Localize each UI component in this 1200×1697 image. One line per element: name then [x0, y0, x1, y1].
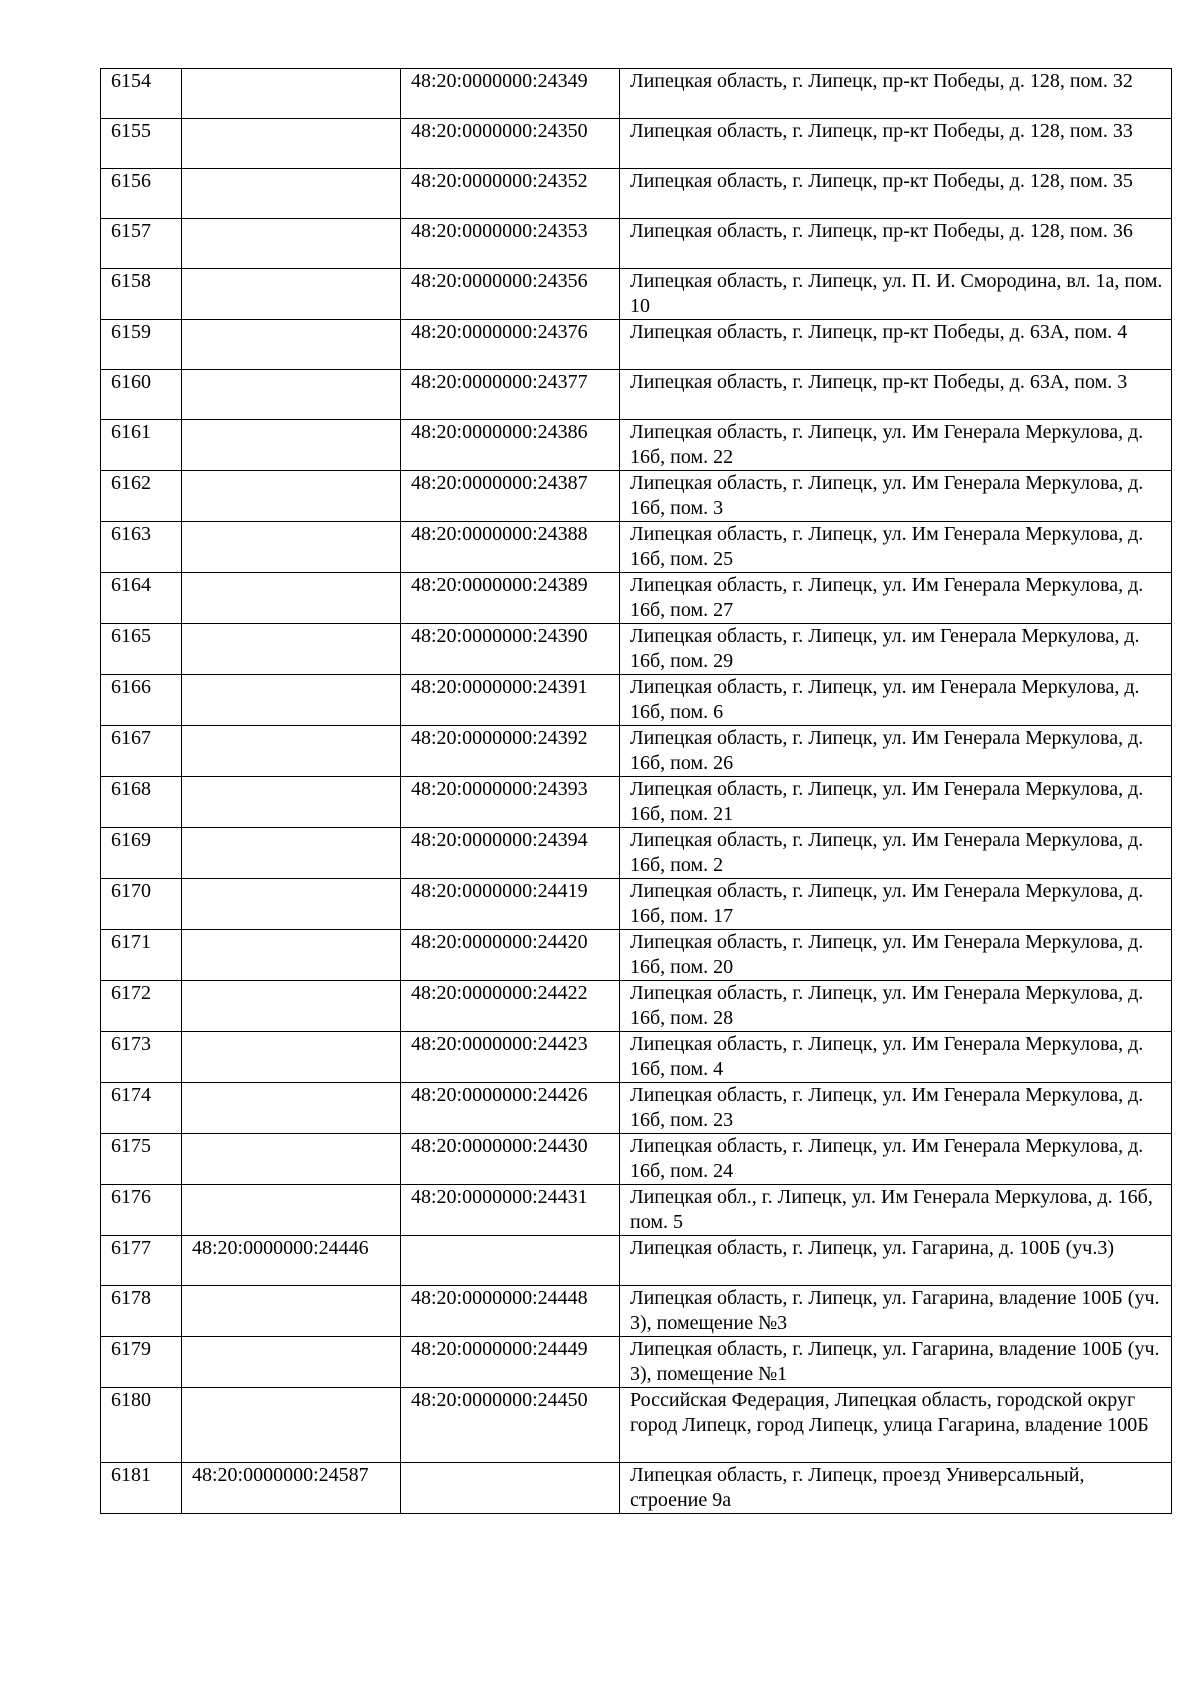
table-row	[101, 1032, 1172, 1083]
premise-cadastral-number-cell: 48:20:0000000:24349	[401, 69, 620, 119]
table-row	[101, 119, 1172, 169]
premise-cadastral-number-cell: 48:20:0000000:24426	[401, 1083, 620, 1134]
premise-cadastral-number-cell: 48:20:0000000:24388	[401, 522, 620, 573]
address-cell: Липецкая область, г. Липецк, ул. Им Генерала Меркулова, д. 16б, пом. 26	[620, 726, 1172, 777]
registry-table	[100, 68, 1172, 1514]
land-cadastral-number-cell	[182, 777, 401, 828]
address-cell: Липецкая область, г. Липецк, ул. Им Генерала Меркулова, д. 16б, пом. 2	[620, 828, 1172, 879]
address-cell: Липецкая область, г. Липецк, пр-кт Победы, д. 128, пом. 35	[620, 169, 1172, 219]
land-cadastral-number-cell	[182, 1286, 401, 1337]
address-cell: Липецкая область, г. Липецк, ул. Им Генерала Меркулова, д. 16б, пом. 25	[620, 522, 1172, 573]
premise-cadastral-number-cell	[401, 1236, 620, 1286]
row-number-cell: 6180	[101, 1388, 182, 1463]
premise-cadastral-number-cell: 48:20:0000000:24448	[401, 1286, 620, 1337]
land-cadastral-number-cell: 48:20:0000000:24446	[182, 1236, 401, 1286]
land-cadastral-number-cell	[182, 1388, 401, 1463]
land-cadastral-number-cell	[182, 573, 401, 624]
row-number-cell: 6175	[101, 1134, 182, 1185]
land-cadastral-number-cell	[182, 219, 401, 269]
table-row	[101, 879, 1172, 930]
premise-cadastral-number-cell: 48:20:0000000:24350	[401, 119, 620, 169]
registry-table-body	[101, 69, 1172, 1514]
row-number-cell: 6179	[101, 1337, 182, 1388]
table-row	[101, 1388, 1172, 1463]
address-cell: Липецкая область, г. Липецк, ул. Им Генерала Меркулова, д. 16б, пом. 27	[620, 573, 1172, 624]
row-number-cell: 6161	[101, 420, 182, 471]
row-number-cell: 6155	[101, 119, 182, 169]
address-cell: Липецкая область, г. Липецк, ул. Им Генерала Меркулова, д. 16б, пом. 22	[620, 420, 1172, 471]
premise-cadastral-number-cell: 48:20:0000000:24431	[401, 1185, 620, 1236]
row-number-cell: 6176	[101, 1185, 182, 1236]
land-cadastral-number-cell	[182, 1032, 401, 1083]
premise-cadastral-number-cell: 48:20:0000000:24420	[401, 930, 620, 981]
address-cell: Липецкая область, г. Липецк, ул. Им Генерала Меркулова, д. 16б, пом. 21	[620, 777, 1172, 828]
table-row	[101, 1185, 1172, 1236]
row-number-cell: 6154	[101, 69, 182, 119]
premise-cadastral-number-cell: 48:20:0000000:24387	[401, 471, 620, 522]
table-row	[101, 1083, 1172, 1134]
row-number-cell: 6157	[101, 219, 182, 269]
land-cadastral-number-cell: 48:20:0000000:24587	[182, 1463, 401, 1514]
land-cadastral-number-cell	[182, 370, 401, 420]
table-row	[101, 269, 1172, 320]
table-row	[101, 1337, 1172, 1388]
land-cadastral-number-cell	[182, 522, 401, 573]
address-cell: Липецкая область, г. Липецк, ул. Им Генерала Меркулова, д. 16б, пом. 17	[620, 879, 1172, 930]
row-number-cell: 6173	[101, 1032, 182, 1083]
address-cell: Липецкая область, г. Липецк, пр-кт Победы, д. 128, пом. 32	[620, 69, 1172, 119]
address-cell: Липецкая область, г. Липецк, пр-кт Победы, д. 128, пом. 36	[620, 219, 1172, 269]
land-cadastral-number-cell	[182, 420, 401, 471]
premise-cadastral-number-cell: 48:20:0000000:24422	[401, 981, 620, 1032]
row-number-cell: 6164	[101, 573, 182, 624]
premise-cadastral-number-cell: 48:20:0000000:24423	[401, 1032, 620, 1083]
table-row	[101, 981, 1172, 1032]
table-row	[101, 1286, 1172, 1337]
address-cell: Липецкая область, г. Липецк, ул. Им Генерала Меркулова, д. 16б, пом. 24	[620, 1134, 1172, 1185]
premise-cadastral-number-cell: 48:20:0000000:24376	[401, 320, 620, 370]
table-row	[101, 320, 1172, 370]
premise-cadastral-number-cell: 48:20:0000000:24356	[401, 269, 620, 320]
table-row	[101, 777, 1172, 828]
land-cadastral-number-cell	[182, 1337, 401, 1388]
premise-cadastral-number-cell: 48:20:0000000:24392	[401, 726, 620, 777]
land-cadastral-number-cell	[182, 726, 401, 777]
premise-cadastral-number-cell: 48:20:0000000:24352	[401, 169, 620, 219]
row-number-cell: 6170	[101, 879, 182, 930]
address-cell: Липецкая область, г. Липецк, ул. им Генерала Меркулова, д. 16б, пом. 6	[620, 675, 1172, 726]
address-cell: Липецкая область, г. Липецк, пр-кт Победы, д. 63А, пом. 4	[620, 320, 1172, 370]
table-row	[101, 69, 1172, 119]
row-number-cell: 6158	[101, 269, 182, 320]
land-cadastral-number-cell	[182, 675, 401, 726]
table-row	[101, 828, 1172, 879]
table-row	[101, 573, 1172, 624]
address-cell: Липецкая область, г. Липецк, ул. Гагарина, владение 100Б (уч. 3), помещение №3	[620, 1286, 1172, 1337]
premise-cadastral-number-cell: 48:20:0000000:24390	[401, 624, 620, 675]
premise-cadastral-number-cell: 48:20:0000000:24394	[401, 828, 620, 879]
premise-cadastral-number-cell: 48:20:0000000:24450	[401, 1388, 620, 1463]
address-cell: Липецкая область, г. Липецк, ул. Им Генерала Меркулова, д. 16б, пом. 20	[620, 930, 1172, 981]
row-number-cell: 6166	[101, 675, 182, 726]
land-cadastral-number-cell	[182, 1185, 401, 1236]
address-cell: Липецкая область, г. Липецк, ул. Им Генерала Меркулова, д. 16б, пом. 4	[620, 1032, 1172, 1083]
row-number-cell: 6172	[101, 981, 182, 1032]
premise-cadastral-number-cell: 48:20:0000000:24377	[401, 370, 620, 420]
table-row	[101, 370, 1172, 420]
land-cadastral-number-cell	[182, 320, 401, 370]
row-number-cell: 6174	[101, 1083, 182, 1134]
row-number-cell: 6167	[101, 726, 182, 777]
row-number-cell: 6163	[101, 522, 182, 573]
address-cell: Липецкая область, г. Липецк, проезд Универсальный, строение 9а	[620, 1463, 1172, 1514]
table-row	[101, 522, 1172, 573]
address-cell: Липецкая область, г. Липецк, ул. Гагарина, владение 100Б (уч. 3), помещение №1	[620, 1337, 1172, 1388]
row-number-cell: 6177	[101, 1236, 182, 1286]
table-row	[101, 726, 1172, 777]
row-number-cell: 6160	[101, 370, 182, 420]
table-row	[101, 471, 1172, 522]
address-cell: Липецкая область, г. Липецк, пр-кт Победы, д. 63А, пом. 3	[620, 370, 1172, 420]
land-cadastral-number-cell	[182, 269, 401, 320]
row-number-cell: 6181	[101, 1463, 182, 1514]
row-number-cell: 6168	[101, 777, 182, 828]
row-number-cell: 6162	[101, 471, 182, 522]
land-cadastral-number-cell	[182, 1083, 401, 1134]
address-cell: Липецкая область, г. Липецк, ул. Им Генерала Меркулова, д. 16б, пом. 28	[620, 981, 1172, 1032]
land-cadastral-number-cell	[182, 624, 401, 675]
land-cadastral-number-cell	[182, 1134, 401, 1185]
land-cadastral-number-cell	[182, 119, 401, 169]
land-cadastral-number-cell	[182, 471, 401, 522]
address-cell: Липецкая область, г. Липецк, ул. Гагарина, д. 100Б (уч.3)	[620, 1236, 1172, 1286]
address-cell: Липецкая область, г. Липецк, ул. П. И. Смородина, вл. 1а, пом. 10	[620, 269, 1172, 320]
row-number-cell: 6171	[101, 930, 182, 981]
table-row	[101, 1463, 1172, 1514]
land-cadastral-number-cell	[182, 69, 401, 119]
address-cell: Российская Федерация, Липецкая область, городской округ город Липецк, город Липецк, улица Гагарина, владение 100Б	[620, 1388, 1172, 1463]
land-cadastral-number-cell	[182, 169, 401, 219]
table-row	[101, 624, 1172, 675]
premise-cadastral-number-cell: 48:20:0000000:24430	[401, 1134, 620, 1185]
address-cell: Липецкая область, г. Липецк, ул. им Генерала Меркулова, д. 16б, пом. 29	[620, 624, 1172, 675]
address-cell: Липецкая обл., г. Липецк, ул. Им Генерала Меркулова, д. 16б, пом. 5	[620, 1185, 1172, 1236]
row-number-cell: 6165	[101, 624, 182, 675]
table-row	[101, 930, 1172, 981]
row-number-cell: 6169	[101, 828, 182, 879]
row-number-cell: 6156	[101, 169, 182, 219]
address-cell: Липецкая область, г. Липецк, ул. Им Генерала Меркулова, д. 16б, пом. 23	[620, 1083, 1172, 1134]
address-cell: Липецкая область, г. Липецк, пр-кт Победы, д. 128, пом. 33	[620, 119, 1172, 169]
land-cadastral-number-cell	[182, 879, 401, 930]
row-number-cell: 6178	[101, 1286, 182, 1337]
table-row	[101, 219, 1172, 269]
premise-cadastral-number-cell: 48:20:0000000:24393	[401, 777, 620, 828]
table-row	[101, 1236, 1172, 1286]
table-row	[101, 169, 1172, 219]
address-cell: Липецкая область, г. Липецк, ул. Им Генерала Меркулова, д. 16б, пом. 3	[620, 471, 1172, 522]
land-cadastral-number-cell	[182, 930, 401, 981]
land-cadastral-number-cell	[182, 828, 401, 879]
land-cadastral-number-cell	[182, 981, 401, 1032]
premise-cadastral-number-cell: 48:20:0000000:24389	[401, 573, 620, 624]
table-row	[101, 420, 1172, 471]
row-number-cell: 6159	[101, 320, 182, 370]
premise-cadastral-number-cell: 48:20:0000000:24449	[401, 1337, 620, 1388]
premise-cadastral-number-cell: 48:20:0000000:24386	[401, 420, 620, 471]
table-row	[101, 1134, 1172, 1185]
table-row	[101, 675, 1172, 726]
premise-cadastral-number-cell: 48:20:0000000:24353	[401, 219, 620, 269]
premise-cadastral-number-cell	[401, 1463, 620, 1514]
premise-cadastral-number-cell: 48:20:0000000:24419	[401, 879, 620, 930]
premise-cadastral-number-cell: 48:20:0000000:24391	[401, 675, 620, 726]
